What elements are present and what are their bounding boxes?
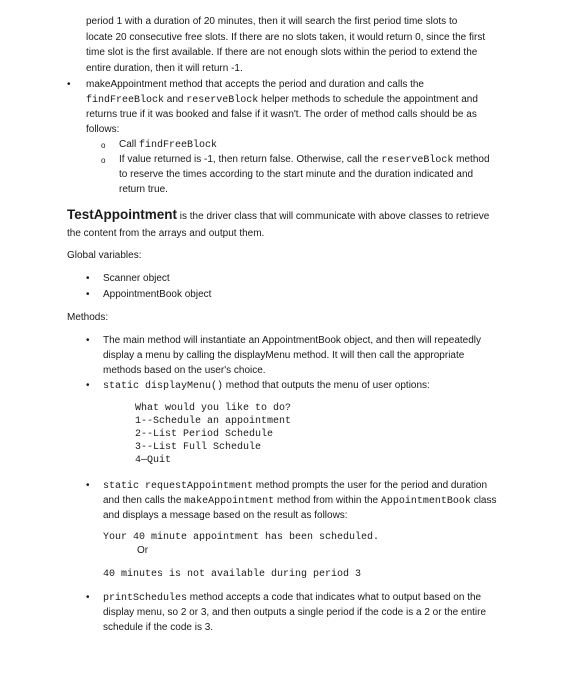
text-method: method	[453, 154, 490, 165]
main-method-line-3: methods based on the user's choice.	[103, 365, 266, 376]
sub-bullet-marker: o	[101, 156, 106, 165]
bullet-marker: •	[86, 380, 90, 391]
code-request-appointment: static requestAppointment	[103, 481, 254, 492]
menu-line: 4—Quit	[135, 455, 172, 466]
intro-line-4: entire duration, then it will return -1.	[86, 63, 243, 74]
test-appointment-title: TestAppointment	[67, 207, 177, 222]
intro-line-2: locate 20 consecutive free slots. If there are no slots taken, it would return 0, since the first	[86, 32, 486, 43]
text-call: Call	[119, 139, 140, 150]
test-appointment-desc: is the driver class that will communicate with above classes to retrieve	[177, 211, 490, 222]
global-item: AppointmentBook object	[103, 289, 212, 300]
bullet-marker: •	[86, 335, 90, 346]
or-label: Or	[137, 545, 149, 556]
bullet-marker: •	[86, 273, 90, 284]
make-appt-line-1: makeAppointment method that accepts the period and duration and calls the	[86, 79, 424, 90]
print-line-2: display menu, so 2 or 3, and then outputs a single period if the code is a 2 or the entire	[103, 607, 487, 618]
print-line-1	[103, 590, 481, 606]
main-method-line-2: display a menu by calling the displayMenu method. It will then call the appropriate	[103, 350, 465, 361]
menu-line: What would you like to do?	[135, 403, 292, 414]
request-line-2	[103, 493, 496, 509]
code-print-schedules: printSchedules	[103, 593, 188, 604]
code-reserve-block: reserveBlock	[186, 95, 259, 106]
text-request-desc: method prompts the user for the period and duration	[253, 480, 488, 491]
intro-line-3: time slot is the first available. If there are not enough slots within the period to extend the	[86, 47, 478, 58]
test-appointment-line-1	[67, 206, 489, 226]
text-helper-methods: helper methods to schedule the appointment and	[258, 94, 478, 105]
print-line-3: schedule if the code is 3.	[103, 622, 214, 633]
menu-line: 3--List Full Schedule	[135, 442, 262, 453]
text-class: class	[470, 495, 497, 506]
code-make-appointment: makeAppointment	[184, 496, 275, 507]
sub-item-1	[119, 137, 217, 153]
global-item: Scanner object	[103, 273, 170, 284]
test-appointment-line-2: the content from the arrays and output them.	[67, 228, 265, 239]
globals-label: Global variables:	[67, 250, 142, 261]
code-find-free-block: findFreeBlock	[86, 95, 165, 106]
text-print-desc: method accepts a code that indicates what to output based on the	[187, 592, 482, 603]
make-appt-line-2	[86, 92, 478, 108]
menu-line: 2--List Period Schedule	[135, 429, 274, 440]
result-not-available: 40 minutes is not available during period 3	[103, 569, 362, 580]
text-display-menu-desc: method that outputs the menu of user options:	[223, 380, 430, 391]
text-and: and	[164, 94, 187, 105]
code-reserve-block-2: reserveBlock	[381, 155, 454, 166]
code-appointment-book: AppointmentBook	[380, 496, 471, 507]
sub-item-2-line-3: return true.	[119, 184, 168, 195]
bullet-marker: •	[86, 480, 90, 491]
bullet-marker: •	[86, 592, 90, 603]
text-method-within: method from within the	[274, 495, 381, 506]
text-if-value: If value returned is -1, then return false. Otherwise, call the	[119, 154, 382, 165]
intro-line-1: period 1 with a duration of 20 minutes, then it will search the first period time slots to	[86, 16, 458, 27]
display-menu-line	[103, 378, 430, 394]
menu-line: 1--Schedule an appointment	[135, 416, 292, 427]
methods-label: Methods:	[67, 312, 109, 323]
code-display-menu: static displayMenu()	[103, 381, 224, 392]
text-and-then: and then calls the	[103, 495, 185, 506]
sub-item-2-line-2: to reserve the times according to the start minute and the duration indicated and	[119, 169, 474, 180]
bullet-marker: •	[67, 79, 71, 90]
sub-bullet-marker: o	[101, 141, 106, 150]
main-method-line-1: The main method will instantiate an AppointmentBook object, and then will repeatedly	[103, 335, 482, 346]
make-appt-line-4: follows:	[86, 124, 120, 135]
request-line-3: and displays a message based on the result as follows:	[103, 510, 348, 521]
request-line-1	[103, 478, 487, 494]
code-find-free-block-2: findFreeBlock	[139, 140, 218, 151]
sub-item-2-line-1	[119, 152, 490, 168]
result-scheduled: Your 40 minute appointment has been scheduled.	[103, 532, 380, 543]
bullet-marker: •	[86, 289, 90, 300]
make-appt-line-3: returns true if it was booked and false if it wasn't. The order of method calls should be as	[86, 109, 477, 120]
